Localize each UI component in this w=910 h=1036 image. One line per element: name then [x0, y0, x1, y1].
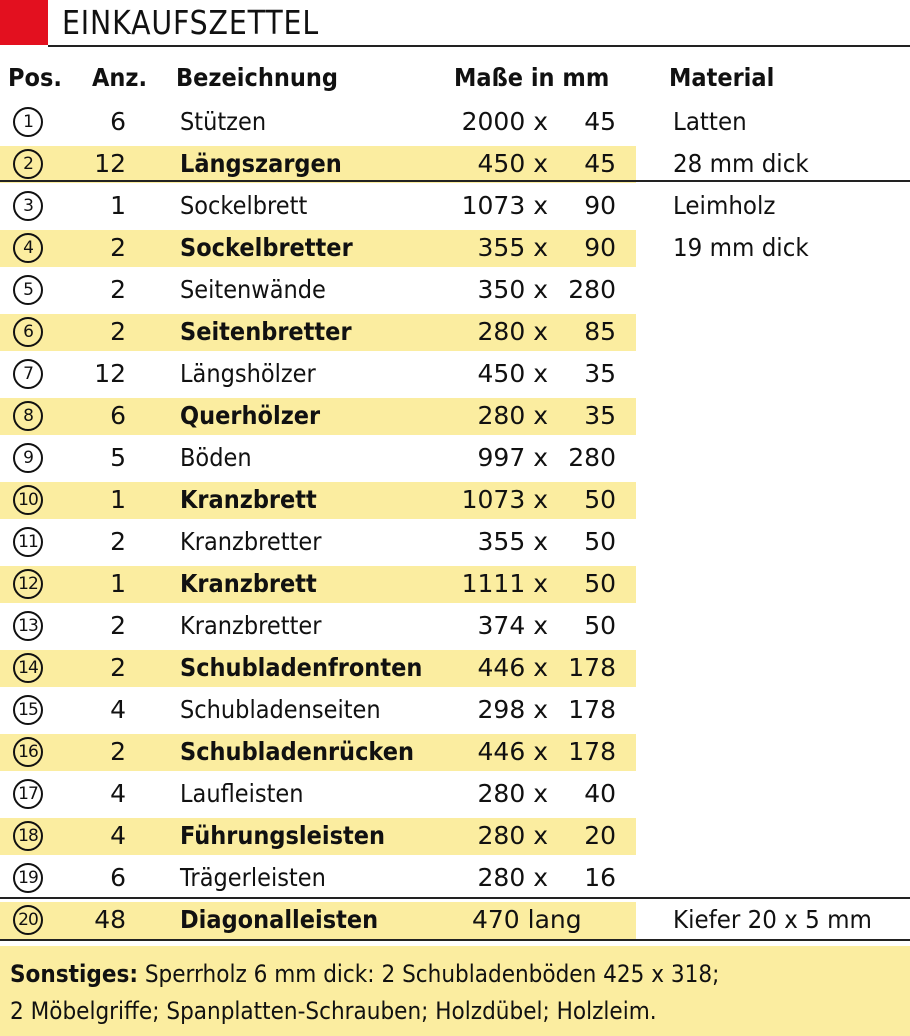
dimension-length: 1073 x: [461, 485, 548, 514]
dimension-width: 178: [568, 695, 616, 724]
part-name: Trägerleisten: [180, 863, 326, 892]
table-row: [0, 185, 910, 227]
dimension-length: 280 x: [477, 863, 548, 892]
dimension-length: 355 x: [477, 233, 548, 262]
material: Latten: [673, 107, 747, 136]
dimension-width: 50: [584, 485, 616, 514]
table-header: [0, 58, 910, 98]
red-accent-square: [0, 0, 48, 45]
dimension-width: 50: [584, 611, 616, 640]
part-name: Diagonalleisten: [180, 905, 379, 934]
title-bar: [0, 0, 910, 47]
quantity: 48: [94, 905, 126, 934]
quantity: 2: [110, 653, 126, 682]
quantity: 6: [110, 863, 126, 892]
dimension-width: 50: [584, 527, 616, 556]
quantity: 12: [94, 359, 126, 388]
quantity: 2: [110, 737, 126, 766]
notes-line-1: Sperrholz 6 mm dick: 2 Schubladenböden 425 x 318;: [137, 960, 720, 988]
dimension-length: 446 x: [477, 653, 548, 682]
part-name: Schubladenrücken: [180, 737, 415, 766]
notes-box: [0, 946, 910, 1036]
dimension-length: 997 x: [477, 443, 548, 472]
table-row: [0, 815, 910, 857]
position-circle-icon: 15: [13, 695, 43, 725]
dimension-length: 374 x: [477, 611, 548, 640]
dimension-length: 450 x: [477, 359, 548, 388]
table-row: [0, 857, 910, 899]
part-name: Seitenbretter: [180, 317, 352, 346]
table-row: [0, 101, 910, 143]
table-row: [0, 227, 910, 269]
title-divider: [48, 45, 910, 47]
part-name: Schubladenseiten: [180, 695, 381, 724]
table-row: [0, 311, 910, 353]
divider-row-19: [0, 897, 910, 899]
part-name: Kranzbretter: [180, 611, 322, 640]
dimension-length: 280 x: [477, 779, 548, 808]
position-circle-icon: 5: [13, 275, 43, 305]
parts-table: [0, 101, 910, 941]
dimension-width: 90: [584, 191, 616, 220]
table-row: [0, 143, 910, 185]
dimension-length: 2000 x: [461, 107, 548, 136]
dimension-length: 450 x: [477, 149, 548, 178]
part-name: Laufleisten: [180, 779, 304, 808]
part-name: Kranzbretter: [180, 527, 322, 556]
position-circle-icon: 17: [13, 779, 43, 809]
quantity: 1: [110, 485, 126, 514]
quantity: 2: [110, 611, 126, 640]
table-row: [0, 395, 910, 437]
material: Leimholz: [673, 191, 776, 220]
dimension-width: 178: [568, 653, 616, 682]
table-row: [0, 689, 910, 731]
part-name: Stützen: [180, 107, 267, 136]
notes-text: [10, 956, 820, 1030]
dimension-width: 45: [584, 107, 616, 136]
position-circle-icon: 4: [13, 233, 43, 263]
page-title: EINKAUFSZETTEL: [62, 3, 320, 42]
part-name: Sockelbretter: [180, 233, 353, 262]
dimension-length: 1111 x: [461, 569, 548, 598]
table-row: [0, 479, 910, 521]
part-name: Sockelbrett: [180, 191, 308, 220]
dimension-length: 355 x: [477, 527, 548, 556]
table-row: [0, 437, 910, 479]
part-name: Böden: [180, 443, 252, 472]
quantity: 6: [110, 401, 126, 430]
dimension-length: 280 x: [477, 401, 548, 430]
dimension-length: 280 x: [477, 821, 548, 850]
position-circle-icon: 14: [13, 653, 43, 683]
divider-table-end: [0, 939, 910, 941]
dimension-width: 280: [568, 443, 616, 472]
quantity: 2: [110, 317, 126, 346]
dimension-width: 40: [584, 779, 616, 808]
part-name: Längshölzer: [180, 359, 316, 388]
dimension-length: 280 x: [477, 317, 548, 346]
dimension-length: 446 x: [477, 737, 548, 766]
position-circle-icon: 13: [13, 611, 43, 641]
quantity: 6: [110, 107, 126, 136]
header-material: Material: [669, 63, 775, 92]
position-circle-icon: 16: [13, 737, 43, 767]
table-row: [0, 731, 910, 773]
position-circle-icon: 1: [13, 107, 43, 137]
table-row: [0, 269, 910, 311]
part-name: Querhölzer: [180, 401, 321, 430]
dimension-width: 35: [584, 359, 616, 388]
table-row: [0, 647, 910, 689]
position-circle-icon: 2: [13, 149, 43, 179]
dimension-width: 35: [584, 401, 616, 430]
position-circle-icon: 12: [13, 569, 43, 599]
position-circle-icon: 19: [13, 863, 43, 893]
material: 28 mm dick: [673, 149, 809, 178]
material: Kiefer 20 x 5 mm: [673, 905, 872, 934]
position-circle-icon: 10: [13, 485, 43, 515]
dimension-width: 20: [584, 821, 616, 850]
table-row: [0, 521, 910, 563]
position-circle-icon: 18: [13, 821, 43, 851]
part-name: Führungsleisten: [180, 821, 386, 850]
header-dims: Maße in mm: [454, 63, 610, 92]
table-row: [0, 773, 910, 815]
position-circle-icon: 9: [13, 443, 43, 473]
notes-label: Sonstiges:: [10, 960, 138, 988]
dimension-width: 45: [584, 149, 616, 178]
quantity: 12: [94, 149, 126, 178]
position-circle-icon: 20: [13, 905, 43, 935]
position-circle-icon: 11: [13, 527, 43, 557]
dimension-width: 16: [584, 863, 616, 892]
header-name: Bezeichnung: [176, 63, 338, 92]
quantity: 1: [110, 569, 126, 598]
quantity: 4: [110, 821, 126, 850]
dimension-width: 50: [584, 569, 616, 598]
dimension-width: 90: [584, 233, 616, 262]
dimension-length: 1073 x: [461, 191, 548, 220]
position-circle-icon: 3: [13, 191, 43, 221]
dimension-width: 280: [568, 275, 616, 304]
quantity: 4: [110, 779, 126, 808]
table-row: [0, 899, 910, 941]
table-row: [0, 605, 910, 647]
quantity: 2: [110, 275, 126, 304]
quantity: 1: [110, 191, 126, 220]
quantity: 5: [110, 443, 126, 472]
position-circle-icon: 7: [13, 359, 43, 389]
part-name: Längszargen: [180, 149, 342, 178]
part-name: Kranzbrett: [180, 569, 317, 598]
quantity: 2: [110, 527, 126, 556]
dimension-length: 470 lang: [472, 905, 582, 934]
table-row: [0, 563, 910, 605]
dimension-width: 85: [584, 317, 616, 346]
table-row: [0, 353, 910, 395]
part-name: Kranzbrett: [180, 485, 317, 514]
divider-latten: [0, 180, 910, 182]
part-name: Schubladenfronten: [180, 653, 423, 682]
quantity: 2: [110, 233, 126, 262]
part-name: Seitenwände: [180, 275, 326, 304]
quantity: 4: [110, 695, 126, 724]
position-circle-icon: 8: [13, 401, 43, 431]
dimension-length: 298 x: [477, 695, 548, 724]
dimension-width: 178: [568, 737, 616, 766]
notes-line-2: 2 Möbelgriffe; Spanplatten-Schrauben; Holzdübel; Holzleim.: [10, 997, 657, 1025]
header-qty: Anz.: [92, 63, 148, 92]
material: 19 mm dick: [673, 233, 809, 262]
position-circle-icon: 6: [13, 317, 43, 347]
dimension-length: 350 x: [477, 275, 548, 304]
header-pos: Pos.: [8, 63, 62, 92]
